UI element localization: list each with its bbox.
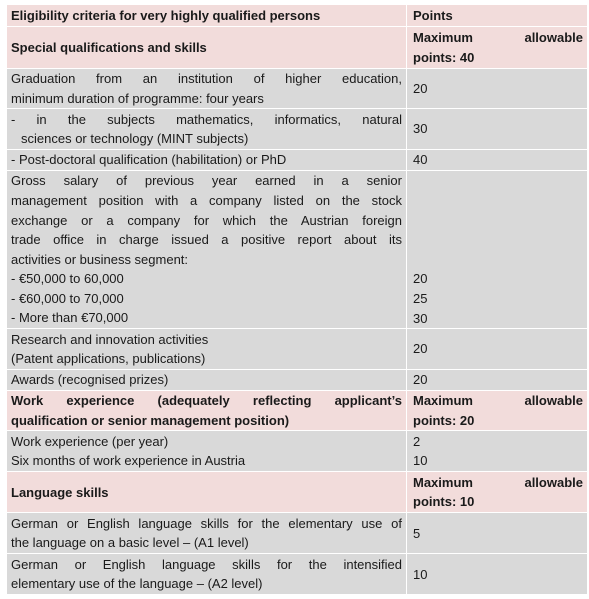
max-points: points: 40 — [413, 49, 475, 65]
section-special-title: Special qualifications and skills — [7, 27, 407, 69]
max-label: Maximum — [413, 29, 473, 45]
table-row-graduation — [7, 69, 588, 109]
salary-points-1: 20 — [413, 271, 428, 287]
salary-line-3: exchange or a company for which the Austrian foreign — [11, 212, 402, 228]
table-row-salary — [7, 171, 588, 329]
section-work-title — [7, 391, 407, 431]
awards-text: Awards (recognised prizes) — [7, 370, 407, 391]
postdoc-points: 40 — [407, 150, 588, 171]
section-work-max — [407, 391, 588, 431]
table-row-research — [7, 329, 588, 370]
work-experience-points — [407, 431, 588, 472]
max-points: points: 20 — [413, 412, 475, 428]
a1-text — [7, 513, 407, 554]
header-criteria: Eligibility criteria for very highly qualified persons — [7, 5, 407, 27]
salary-line-5: activities or business segment: — [11, 251, 189, 267]
salary-points — [407, 171, 588, 329]
salary-band-2: - €60,000 to 70,000 — [11, 290, 124, 306]
mint-line-2: sciences or technology (MINT subjects) — [21, 131, 249, 147]
work-title-line-2: qualification or senior management position) — [11, 412, 290, 428]
section-language-max — [407, 472, 588, 513]
criteria-table — [6, 4, 588, 595]
research-points: 20 — [407, 329, 588, 370]
research-line-2: (Patent applications, publications) — [11, 351, 206, 367]
work-title-line-1: Work experience (adequately reflecting applicant’s — [11, 393, 402, 409]
work-experience-points-2: 10 — [413, 453, 428, 469]
table-row-postdoc — [7, 150, 588, 171]
section-special-row — [7, 27, 588, 69]
a1-points: 5 — [407, 513, 588, 554]
a1-line-2: the language on a basic level – (A1 level) — [11, 535, 249, 551]
max-label: Maximum — [413, 474, 473, 490]
salary-line-2: management position with a company listed on the stock — [11, 192, 402, 208]
table-row-a1 — [7, 513, 588, 554]
salary-points-3: 30 — [413, 310, 428, 326]
mint-points: 30 — [407, 109, 588, 150]
salary-text — [7, 171, 407, 329]
allowable-label: allowable — [524, 474, 583, 490]
section-special-max — [407, 27, 588, 69]
a2-line-1: German or English language skills for the intensified — [11, 556, 402, 572]
work-experience-line-1: Work experience (per year) — [11, 433, 169, 449]
a2-line-2: elementary use of the language – (A2 level) — [11, 576, 263, 592]
salary-line-1: Gross salary of previous year earned in a senior — [11, 173, 402, 189]
table-header-row — [7, 5, 588, 27]
section-language-title: Language skills — [7, 472, 407, 513]
research-text — [7, 329, 407, 370]
mint-text — [7, 109, 407, 150]
mint-line-1: - in the subjects mathematics, informatics, natural — [11, 111, 402, 127]
graduation-text — [7, 69, 407, 109]
work-experience-line-2: Six months of work experience in Austria — [11, 453, 246, 469]
allowable-label: allowable — [524, 393, 583, 409]
table-row-mint — [7, 109, 588, 150]
table-row-awards — [7, 370, 588, 391]
max-label: Maximum — [413, 393, 473, 409]
graduation-points: 20 — [407, 69, 588, 109]
section-language-row — [7, 472, 588, 513]
graduation-line-2: minimum duration of programme: four years — [11, 90, 264, 106]
salary-band-1: - €50,000 to 60,000 — [11, 271, 124, 287]
allowable-label: allowable — [524, 29, 583, 45]
section-work-row — [7, 391, 588, 431]
work-experience-text — [7, 431, 407, 472]
work-experience-points-1: 2 — [413, 433, 421, 449]
a2-points: 10 — [407, 554, 588, 595]
a2-text — [7, 554, 407, 595]
a1-line-1: German or English language skills for the elementary use of — [11, 515, 402, 531]
research-line-1: Research and innovation activities — [11, 331, 209, 347]
table-row-work-experience — [7, 431, 588, 472]
header-points: Points — [407, 5, 588, 27]
salary-line-4: trade office in charge issued a positive report about its — [11, 232, 402, 248]
table-row-a2 — [7, 554, 588, 595]
salary-band-3: - More than €70,000 — [11, 310, 129, 326]
postdoc-text: - Post-doctoral qualification (habilitation) or PhD — [7, 150, 407, 171]
salary-points-2: 25 — [413, 291, 428, 306]
awards-points: 20 — [407, 370, 588, 391]
max-points: points: 10 — [413, 494, 475, 510]
graduation-line-1: Graduation from an institution of higher education, — [11, 71, 402, 86]
